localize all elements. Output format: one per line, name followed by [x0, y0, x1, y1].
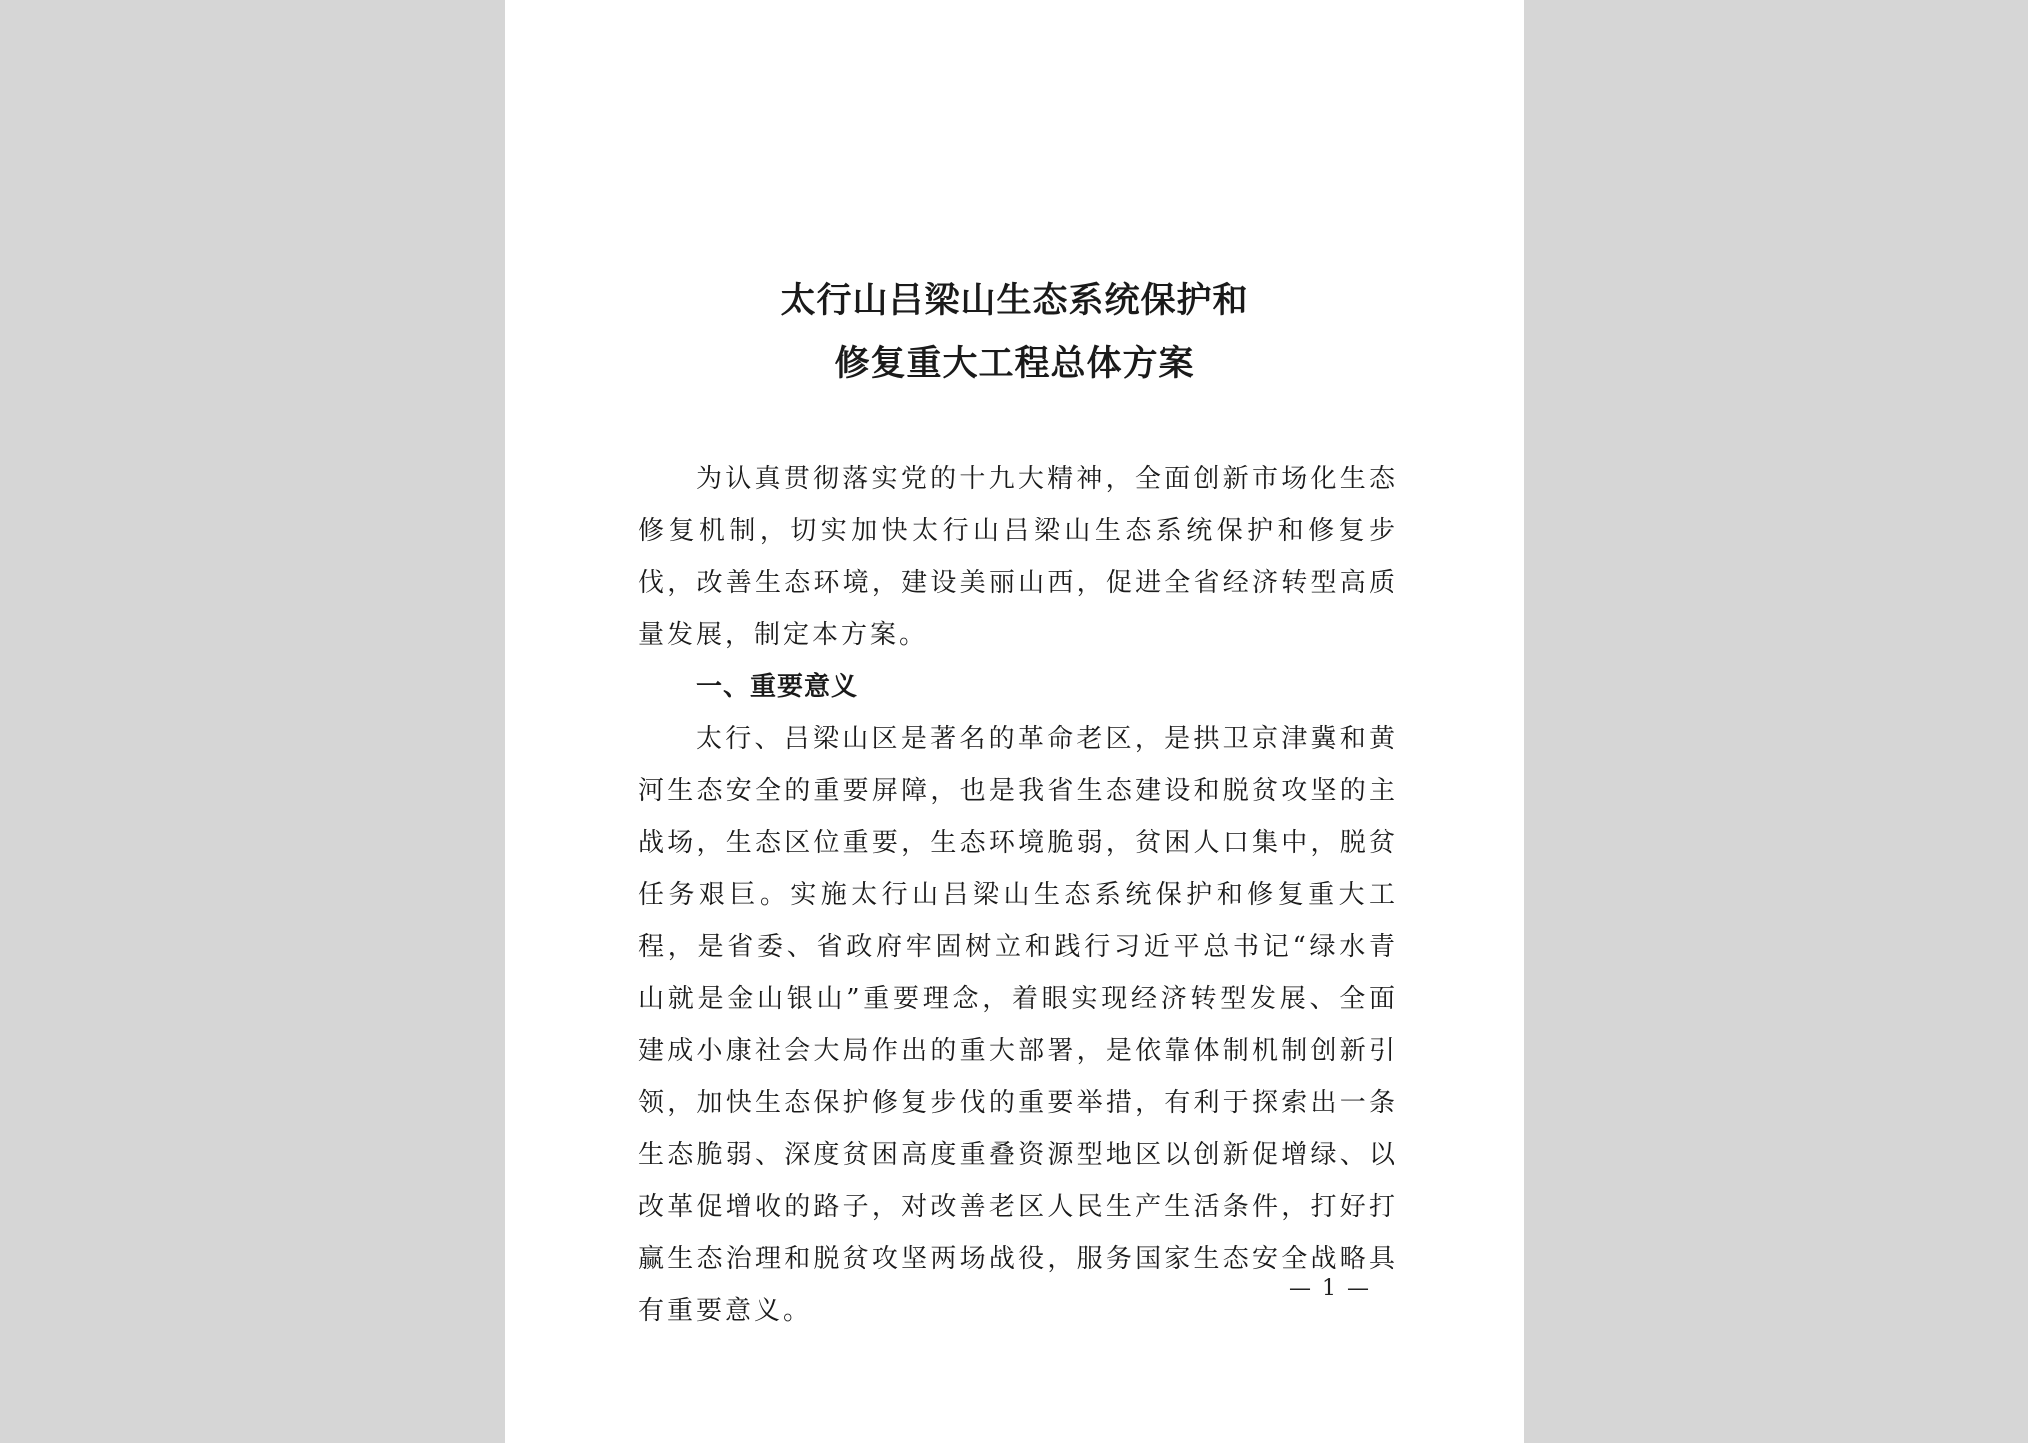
document-title-line-1: 太行山吕梁山生态系统保护和 [780, 281, 1249, 321]
document-page [505, 0, 1524, 1443]
document-body [638, 453, 1398, 1337]
section-heading: 一、重要意义 [696, 672, 859, 702]
section-paragraph: 太行、吕梁山区是著名的革命老区，是拱卫京津冀和黄河生态安全的重要屏障，也是我省生态建设和脱贫攻坚的主战场，生态区位重要，生态环境脆弱，贫困人口集中，脱贫任务艰巨。实施太行山吕梁山生态系统保护和修复重大工程，是省委、省政府牢固树立和践行习近平总书记“绿水青山就是金山银山”重要理念，着眼实现经济转型发展、全面建成小康社会大局作出的重大部署，是依靠体制机制创新引领，加快生态保护修复步伐的重要举措，有利于探索出一条生态脆弱、深度贫困高度重叠资源型地区以创新促增绿、以改革促增收的路子，对改善老区人民生产生活条件，打好打赢生态治理和脱贫攻坚两场战役，服务国家生态安全战略具有重要意义。 [638, 724, 1398, 1326]
intro-paragraph: 为认真贯彻落实党的十九大精神，全面创新市场化生态修复机制，切实加快太行山吕梁山生态系统保护和修复步伐，改善生态环境，建设美丽山西，促进全省经济转型高质量发展，制定本方案。 [638, 464, 1398, 650]
document-title-line-2: 修复重大工程总体方案 [834, 344, 1195, 384]
page-number: — 1 — [1289, 1276, 1371, 1301]
